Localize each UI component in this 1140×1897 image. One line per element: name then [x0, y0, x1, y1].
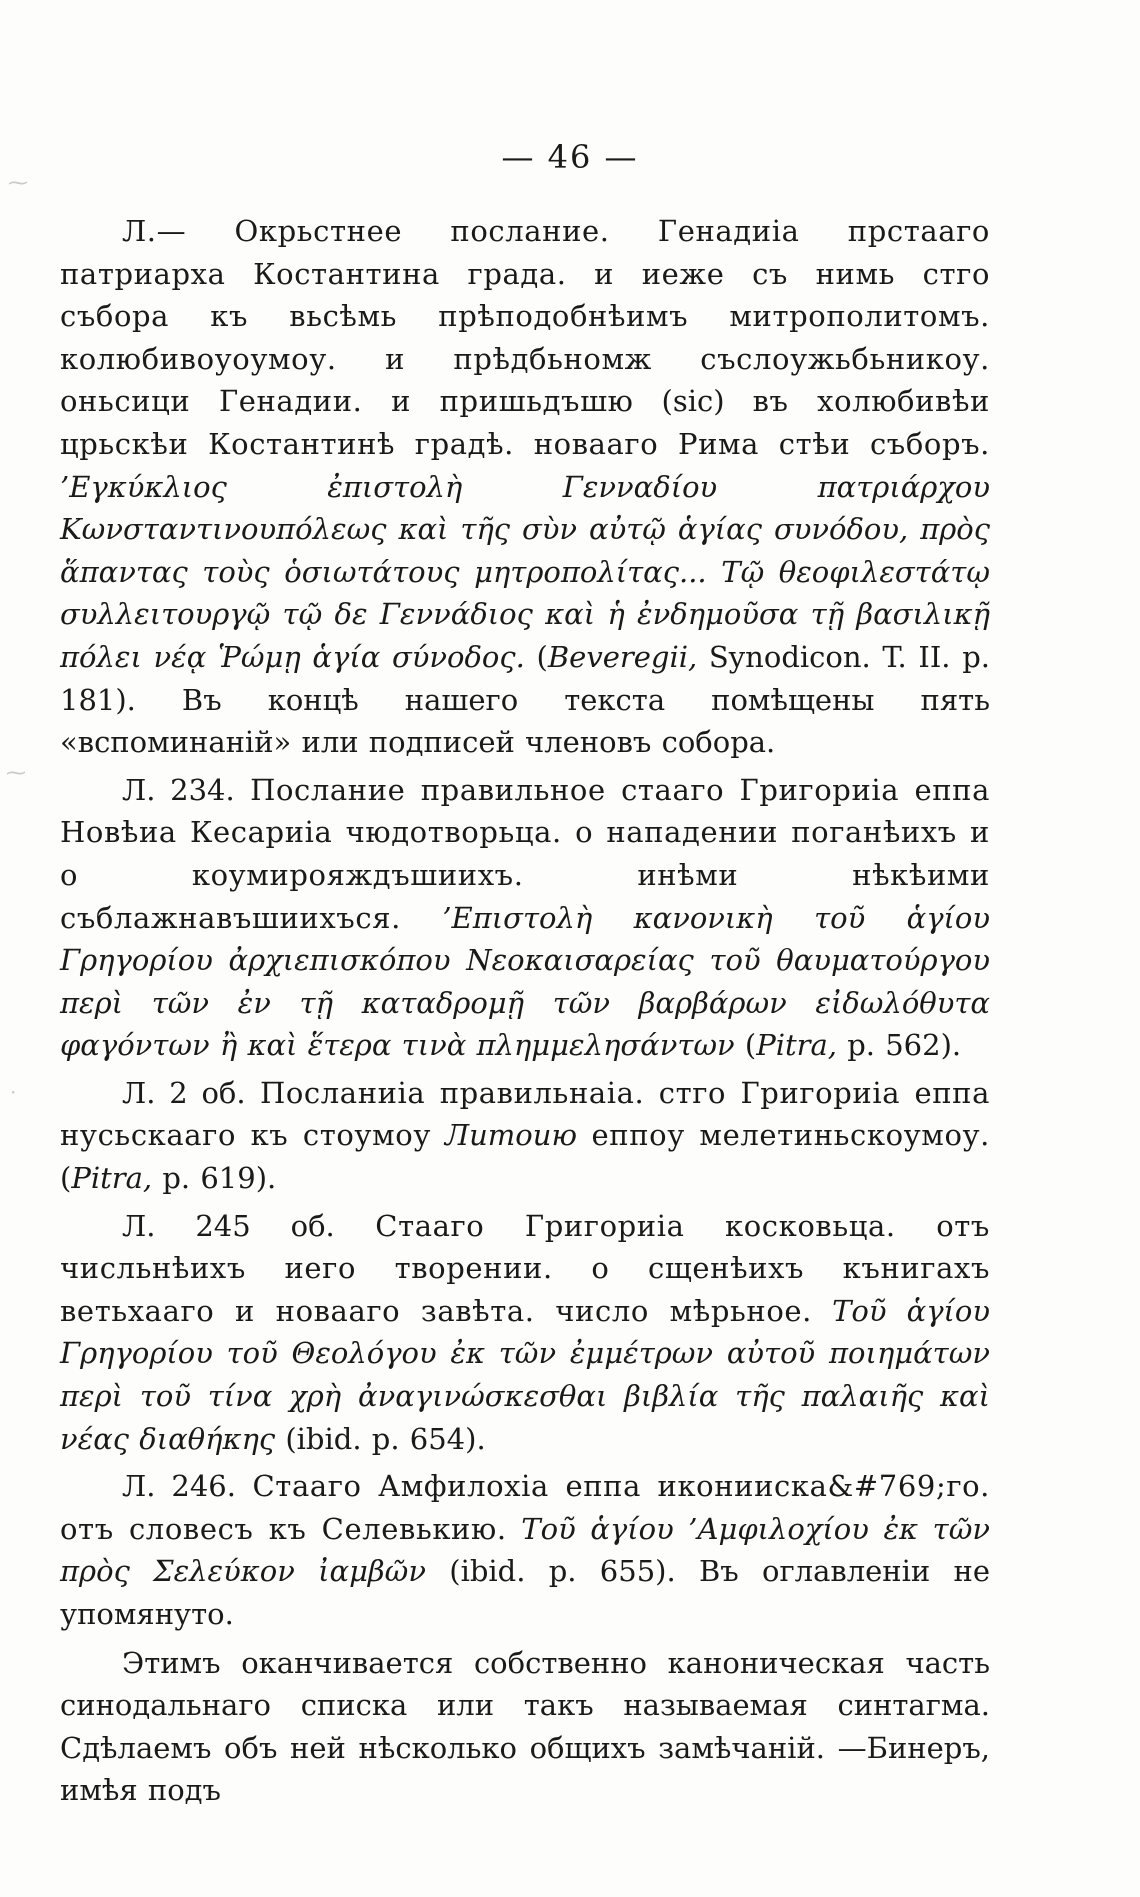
margin-smudge: · — [10, 1080, 17, 1104]
russian-commentary: Въ оглавленіи не упомянуто. — [60, 1554, 990, 1631]
greek-text: ’Εγκύκλιος ἐπιστολὴ Γενναδίου πατριάρχου Κωνσταντινουπόλεως καὶ τῆς σὺν αὐτῷ ἁγίας συνόδου, πρὸς ἅπαντας τοὺς ὁσιωτάτους μητροπολίτας... Τῷ θεοφιλεστάτῳ συλλειτουργῷ τῷ δε Γεννάδιος καὶ ἡ ἐνδημοῦσα τῇ βασιλικῇ πόλει νέᾳ Ῥώμῃ ἁγία σύνοδος. — [60, 469, 990, 674]
church-slavonic-text-cont: еппоу мелетиньскоумоу. — [576, 1118, 990, 1153]
reference-rest: p. 562). — [837, 1028, 962, 1063]
addressee-name: Литоию — [430, 1118, 577, 1153]
russian-text: Этимъ оканчивается собственно каноническая часть синодальнаго списка или такъ называемая синтагма. Сдѣлаемъ объ ней нѣсколько общихъ замѣчаній. —Бинеръ, имѣя подъ — [60, 1645, 990, 1808]
reference: (ibid. p. 654). — [275, 1421, 486, 1456]
sic-note: (sic) — [633, 384, 753, 419]
paragraph-leaf-234 — [60, 769, 990, 1067]
reference: (ibid. p. 655). — [425, 1554, 676, 1589]
church-slavonic-text: Посланиe правильное стаaго Григориia еппа Новѣиа Кесариia чюдотворьца. о нападении поганѣихъ и о коумирояждъшиихъ. инѣми нѣкѣими съблажнавъшиихъся. — [60, 772, 990, 935]
reference-rest: Synodicon. T. II. p. 181). — [60, 639, 990, 717]
paragraph-leaf-246 — [60, 1465, 990, 1635]
reference-open: ( — [60, 1161, 72, 1196]
reference-open: ( — [734, 1028, 757, 1063]
leaf-number: Л. 234. — [122, 772, 235, 807]
leaf-number: Л. 2 об. — [122, 1075, 246, 1110]
greek-text: Τοῦ ἁγίου ’Αμφιλοχίου ἐκ τῶν πρὸς Σελεύκον ἰαμβῶν — [60, 1511, 990, 1589]
greek-text: ’Επιστολὴ κανονικὴ τοῦ ἁγίου Γρηγορίου ἀρχιεπισκόπου Νεοκαισαρείας τοῦ θαυματούργου περὶ τῶν ἐν τῇ καταδρομῇ τῶν βαρβάρων εἰδωλόθυτα φαγόντων ἢ καὶ ἕτερα τινὰ πλημμελησάντων — [60, 900, 990, 1063]
paragraph-leaf-245-ob — [60, 1205, 990, 1461]
reference-rest: p. 619). — [152, 1161, 277, 1196]
page-number: — 46 — — [501, 138, 639, 176]
greek-text: Τοῦ ἁγίου Γρηγορίου τοῦ Θεολόγου ἐκ τῶν ἐμμέτρων αὐτοῦ ποιημάτων περὶ τοῦ τίνα χρὴ ἀναγινώσκεσθαι βιβλία τῆς παλαιῆς καὶ νέας διαθήκης — [60, 1293, 990, 1456]
church-slavonic-text-cont: въ холюбивѣи црьскѣи Костантинѣ градѣ. новааго Рима стѣи съборъ. — [60, 384, 990, 461]
paragraph-conclusion — [60, 1642, 990, 1812]
reference-author: Pitra, — [71, 1161, 153, 1196]
russian-commentary: Въ концѣ нашего текста помѣщены пять «вспоминаній» или подписей членовъ собора. — [60, 682, 990, 760]
reference-open: ( — [524, 639, 548, 674]
reference-author: Beveregii, — [547, 639, 698, 674]
leaf-number: Л. 246. — [122, 1469, 236, 1504]
church-slavonic-text: Л.— Окрьстнее посланиe. Генадиia прстаaго патриарха Костантина града. и иеже съ нимь стго събора къ вьсѣмь прѣподобнѣимъ митрополитомъ. колюбивоуоумоу. и прѣдбьномж съслоужьбьникоу. оньсици Генадии. и пришьдъшю — [60, 214, 990, 419]
church-slavonic-text: Стаaго Амфилохіа еппа иконииска&#769;го. отъ словесъ къ Селевькию. — [60, 1469, 990, 1546]
church-slavonic-text: Стаaго Григориia косковьца. отъ числьнѣихъ иего творении. о сщенѣихъ кънигахъ ветьхааго и новааго завѣта. число мѣрьное. — [60, 1208, 990, 1328]
paragraph-encyclical — [60, 210, 990, 764]
margin-smudge: ⁓ — [8, 170, 28, 194]
text-block — [60, 210, 990, 1817]
leaf-number: Л. 245 об. — [122, 1208, 335, 1243]
reference-author: Pitra, — [756, 1028, 838, 1063]
margin-smudge: ⁓ — [6, 760, 26, 784]
paragraph-leaf-2-ob — [60, 1072, 990, 1200]
church-slavonic-text: Посланиia правильнаia. стго Григориia еппа нусьскaаго къ стоумоу — [60, 1075, 990, 1153]
